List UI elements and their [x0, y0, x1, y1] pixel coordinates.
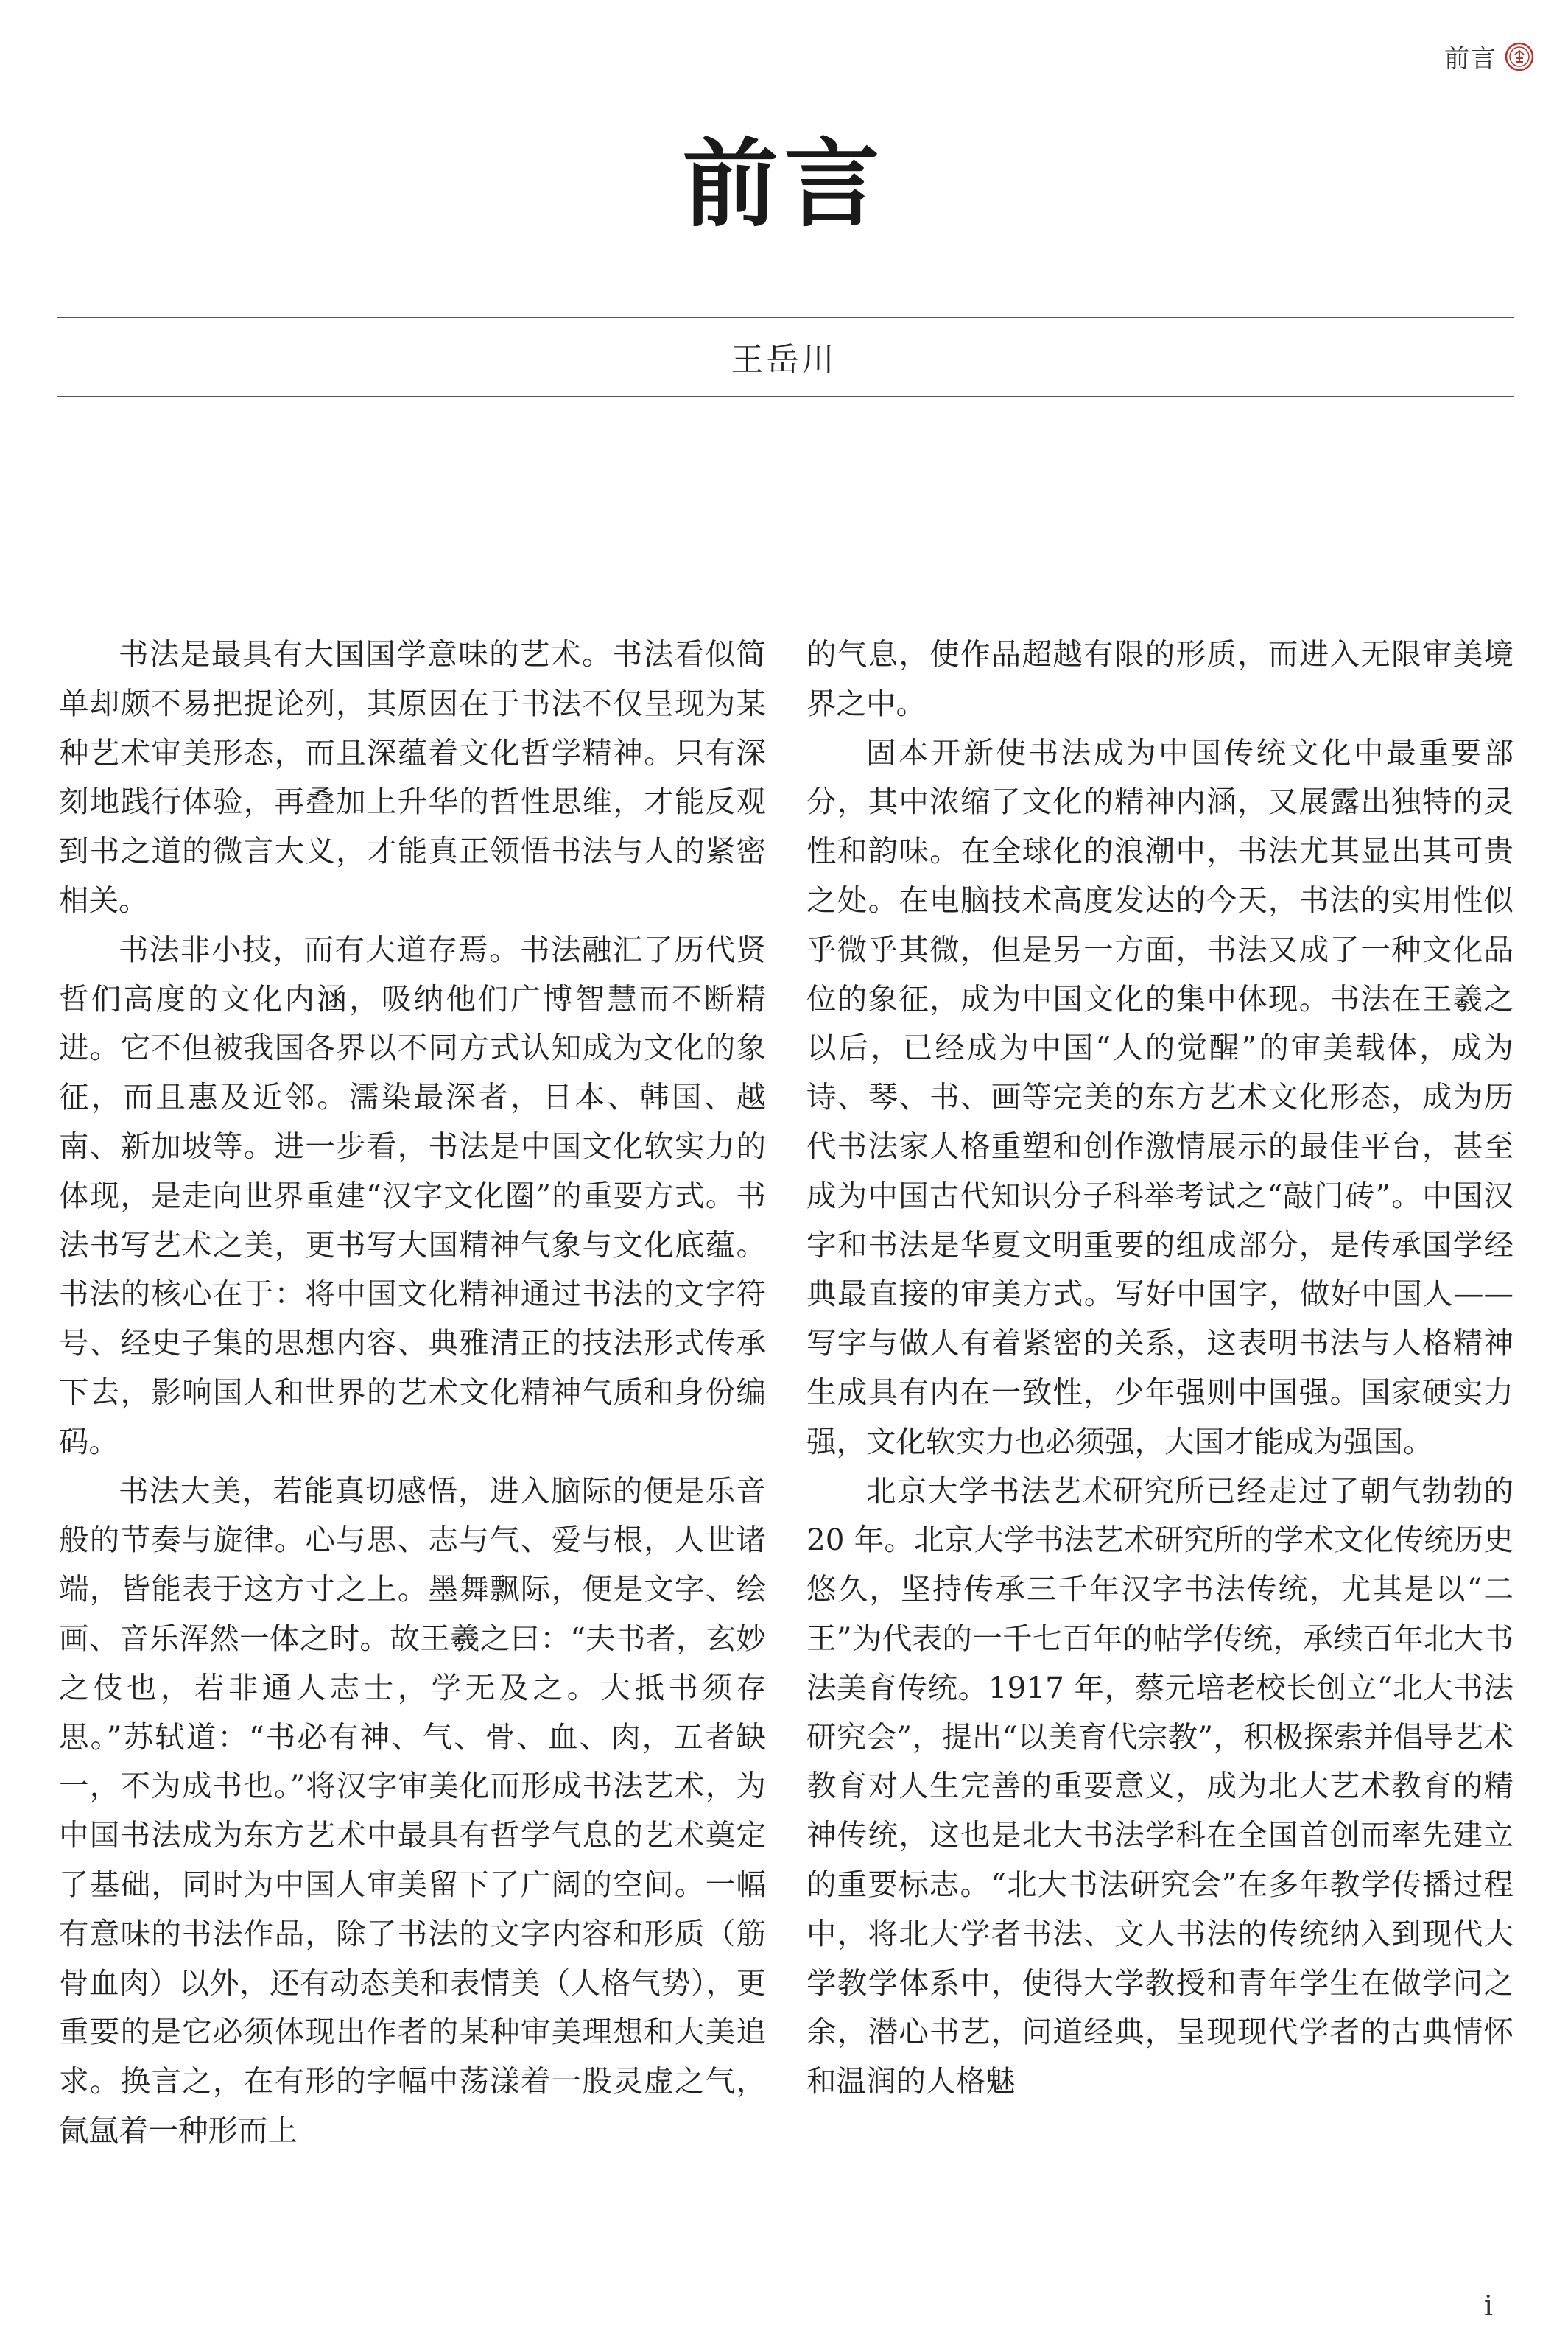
title-rule-bottom: [57, 396, 1514, 397]
paragraph: 书法大美，若能真切感悟，进入脑际的便是乐音般的节奏与旋律。心与思、志与气、爱与根，人世诸端，皆能表于这方寸之上。墨舞飘际，便是文字、绘画、音乐浑然一体之时。故王羲之曰：“夫书者，玄妙之伎也，若非通人志士，学无及之。大抵书须存思。”苏轼道：“书必有神、气、骨、血、肉，五者缺一，不为成书也。”将汉字审美化而形成书法艺术，为中国书法成为东方艺术中最具有哲学气息的艺术奠定了基础，同时为中国人审美留下了广阔的空间。一幅有意味的书法作品，除了书法的文字内容和形质（筋骨血肉）以外，还有动态美和表情美（人格气势），更重要的是它必须体现出作者的某种审美理想和大美追求。换言之，在有形的字幅中荡漾着一股灵虚之气，氤氲着一种形而上: [59, 1473, 766, 2148]
page-title: 前言: [682, 128, 886, 240]
running-head: [1444, 38, 1534, 74]
page-number: i: [1483, 2289, 1493, 2322]
paragraph: 书法非小技，而有大道存焉。书法融汇了历代贤哲们高度的文化内涵，吸纳他们广博智慧而不断精进。它不但被我国各界以不同方式认知成为文化的象征，而且惠及近邻。濡染最深者，日本、韩国、越南、新加坡等。进一步看，书法是中国文化软实力的体现，是走向世界重建“汉字文化圈”的重要方式。书法书写艺术之美，更书写大国精神气象与文化底蕴。书法的核心在于：将中国文化精神通过书法的文字符号、经史子集的思想内容、典雅清正的技法形式传承下去，影响国人和世界的艺术文化精神气质和身份编码。: [59, 931, 766, 1459]
paragraph: 书法是最具有大国国学意味的艺术。书法看似简单却颇不易把捉论列，其原因在于书法不仅呈现为某种艺术审美形态，而且深蕴着文化哲学精神。只有深刻地践行体验，再叠加上升华的哲性思维，才能反观到书之道的微言大义，才能真正领悟书法与人的紧密相关。: [59, 636, 766, 918]
author-name: 王岳川: [731, 341, 837, 379]
title-rule-top: [57, 317, 1514, 318]
left-column: [59, 630, 766, 2155]
paragraph: 北京大学书法艺术研究所已经走过了朝气勃勃的 20 年。北京大学书法艺术研究所的学术文化传统历史悠久，坚持传承三千年汉字书法传统，尤其是以“二王”为代表的一千七百年的帖学传统，承续百年北大书法美育传统。1917 年，蔡元培老校长创立“北大书法研究会”，提出“以美育代宗教”，积极探索并倡导艺术教育对人生完善的重要意义，成为北大艺术教育的精神传统，这也是北大书法学科在全国首创而率先建立的重要标志。“北大书法研究会”在多年教学传播过程中，将北大学者书法、文人书法的传统纳入到现代大学教学体系中，使得大学教授和青年学生在做学问之余，潜心书艺，问道经典，呈现现代学者的古典情怀和温润的人格魅: [806, 1473, 1513, 2099]
paragraph: 固本开新使书法成为中国传统文化中最重要部分，其中浓缩了文化的精神内涵，又展露出独特的灵性和韵味。在全球化的浪潮中，书法尤其显出其可贵之处。在电脑技术高度发达的今天，书法的实用性似乎微乎其微，但是另一方面，书法又成了一种文化品位的象征，成为中国文化的集中体现。书法在王羲之以后，已经成为中国“人的觉醒”的审美载体，成为诗、琴、书、画等完美的东方艺术文化形态，成为历代书法家人格重塑和创作激情展示的最佳平台，甚至成为中国古代知识分子科举考试之“敲门砖”。中国汉字和书法是华夏文明重要的组成部分，是传承国学经典最直接的审美方式。写好中国字，做好中国人——写字与做人有着紧密的关系，这表明书法与人格精神生成具有内在一致性，少年强则中国强。国家硬实力强，文化软实力也必须强，大国才能成为强国。: [806, 734, 1513, 1459]
paragraph-continuation: 的气息，使作品超越有限的形质，而进入无限审美境界之中。: [806, 636, 1513, 721]
running-title: 前言: [1444, 44, 1497, 74]
seal-icon: [1505, 42, 1534, 71]
right-column: [806, 630, 1513, 2106]
